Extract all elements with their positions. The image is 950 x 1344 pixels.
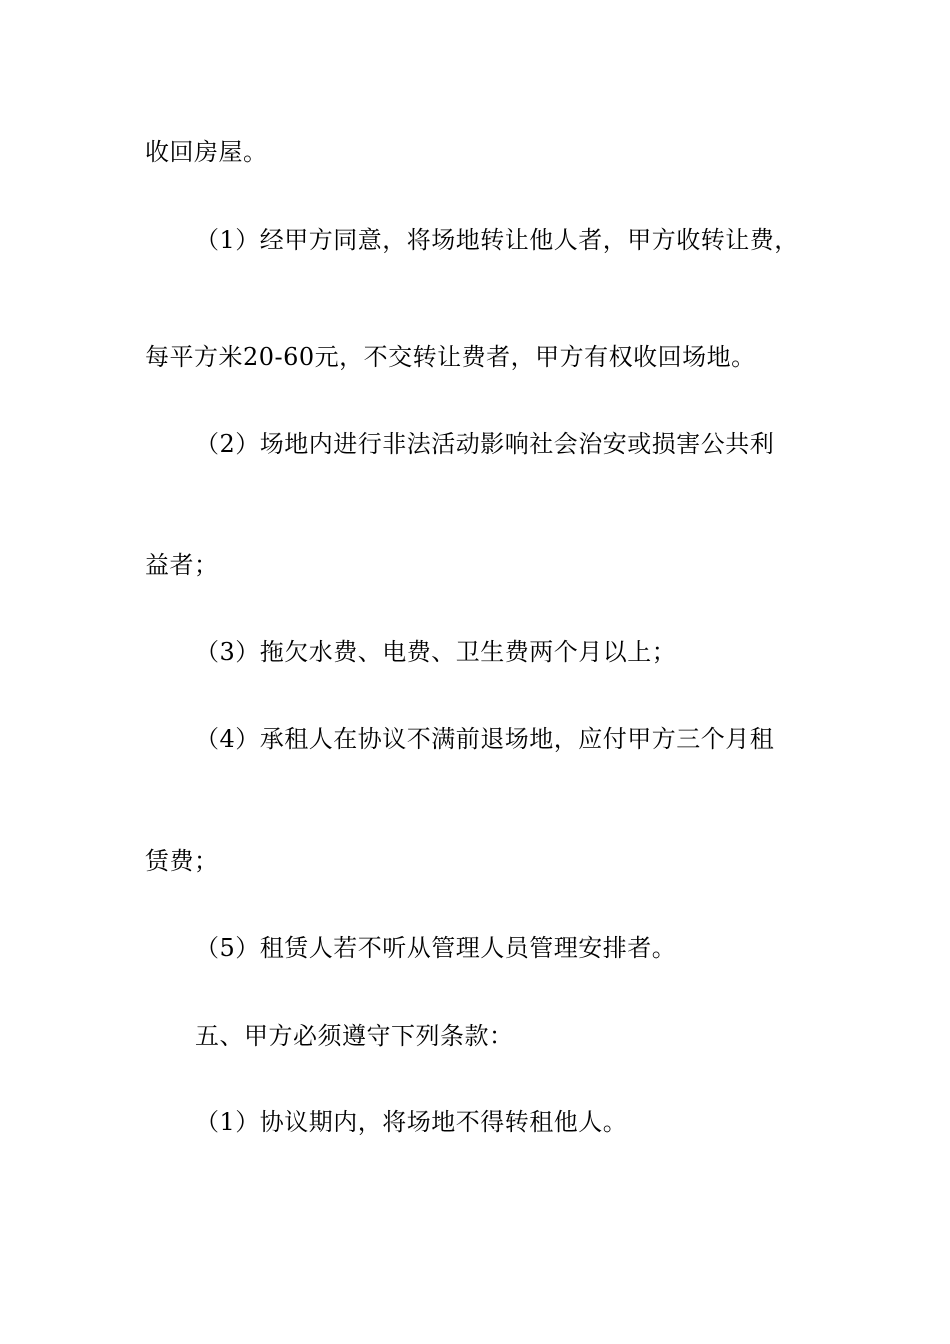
text-line: （4）承租人在协议不满前退场地，应付甲方三个月租 [195, 725, 775, 753]
text-line: （1）协议期内，将场地不得转租他人。 [195, 1108, 628, 1136]
section-heading: 五、甲方必须遵守下列条款： [195, 1022, 514, 1050]
text-line: （3）拖欠水费、电费、卫生费两个月以上； [195, 638, 677, 666]
text-line: 益者； [145, 551, 219, 579]
text-line: 赁费； [145, 847, 219, 875]
text-line: （5）租赁人若不听从管理人员管理安排者。 [195, 934, 677, 962]
text-line: （2）场地内进行非法活动影响社会治安或损害公共利 [195, 430, 775, 458]
text-line: 收回房屋。 [145, 138, 268, 166]
text-line: 每平方米20-60元，不交转让费者，甲方有权收回场地。 [145, 343, 756, 371]
text-line: （1）经甲方同意，将场地转让他人者，甲方收转让费， [195, 226, 799, 254]
